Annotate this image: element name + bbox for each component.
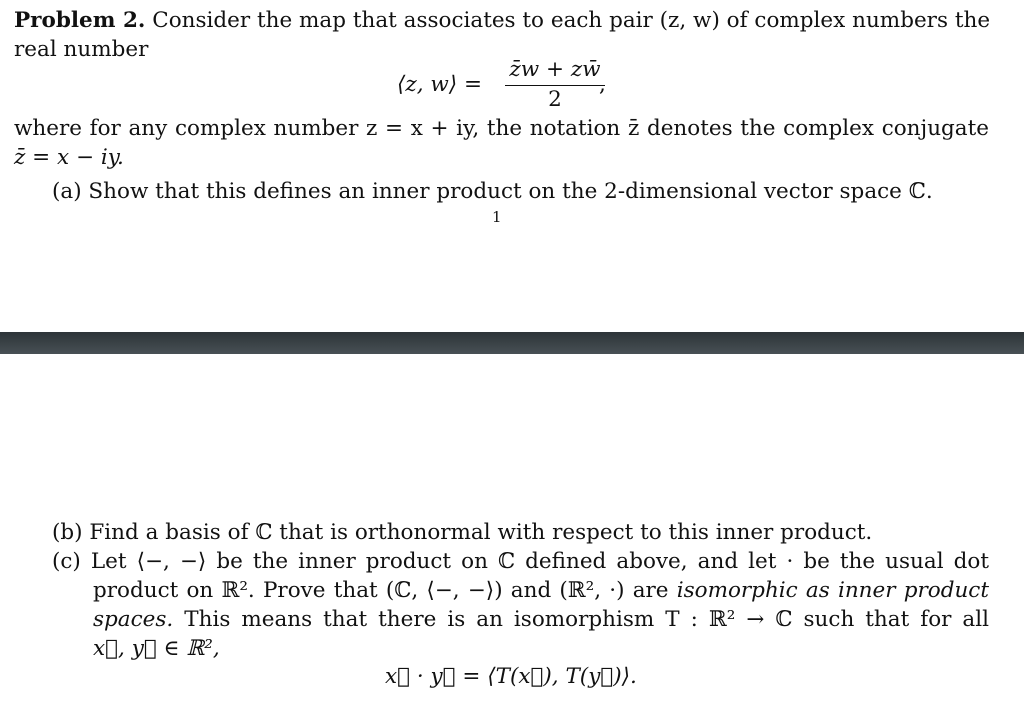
problem-statement-line-2: real number — [14, 37, 149, 62]
part-b: (b) Find a basis of ℂ that is orthonormal with respect to this inner product. — [52, 520, 873, 545]
part-c-line-1: (c) Let ⟨−, −⟩ be the inner product on ℂ defined above, and let · be the usual dot — [52, 549, 989, 574]
part-c-line-4: x⃗, y⃗ ∈ ℝ², — [93, 636, 220, 661]
part-c-line-3-text: This means that there is an isomorphism T : ℝ² → ℂ such that for all — [173, 607, 989, 632]
part-c-emphasis-2: spaces. — [93, 607, 174, 632]
part-c-line-2 — [93, 577, 989, 604]
part-c-emphasis-1: isomorphic as inner product — [676, 578, 989, 603]
inner-product-lhs: ⟨z, w⟩ = — [397, 72, 483, 97]
isometry-equation: x⃗ · y⃗ = ⟨T(x⃗), T(y⃗)⟩. — [385, 664, 637, 689]
definition-comma: , — [599, 72, 606, 97]
part-c-line-3 — [93, 606, 989, 633]
page-number: 1 — [492, 208, 502, 226]
conjugate-note-line: where for any complex number z = x + iy, the notation z̄ denotes the complex conjugate — [14, 116, 989, 141]
part-a: (a) Show that this defines an inner product on the 2-dimensional vector space ℂ. — [52, 179, 933, 204]
part-c-line-2-text: product on ℝ². Prove that (ℂ, ⟨−, −⟩) and (ℝ², ·) are — [93, 578, 677, 603]
problem-heading: Problem 2. — [14, 8, 146, 33]
page-divider — [0, 332, 1024, 354]
problem-statement-line-1 — [14, 7, 989, 34]
fraction-denominator: 2 — [548, 87, 562, 112]
inner-product-fraction — [505, 56, 605, 114]
problem-intro-text: Consider the map that associates to each pair (z, w) of complex numbers the — [152, 8, 991, 33]
page-top — [0, 0, 1024, 332]
conjugate-definition: z̄ = x − iy. — [14, 145, 124, 170]
fraction-numerator: z̄w + zw̄ — [505, 56, 605, 86]
